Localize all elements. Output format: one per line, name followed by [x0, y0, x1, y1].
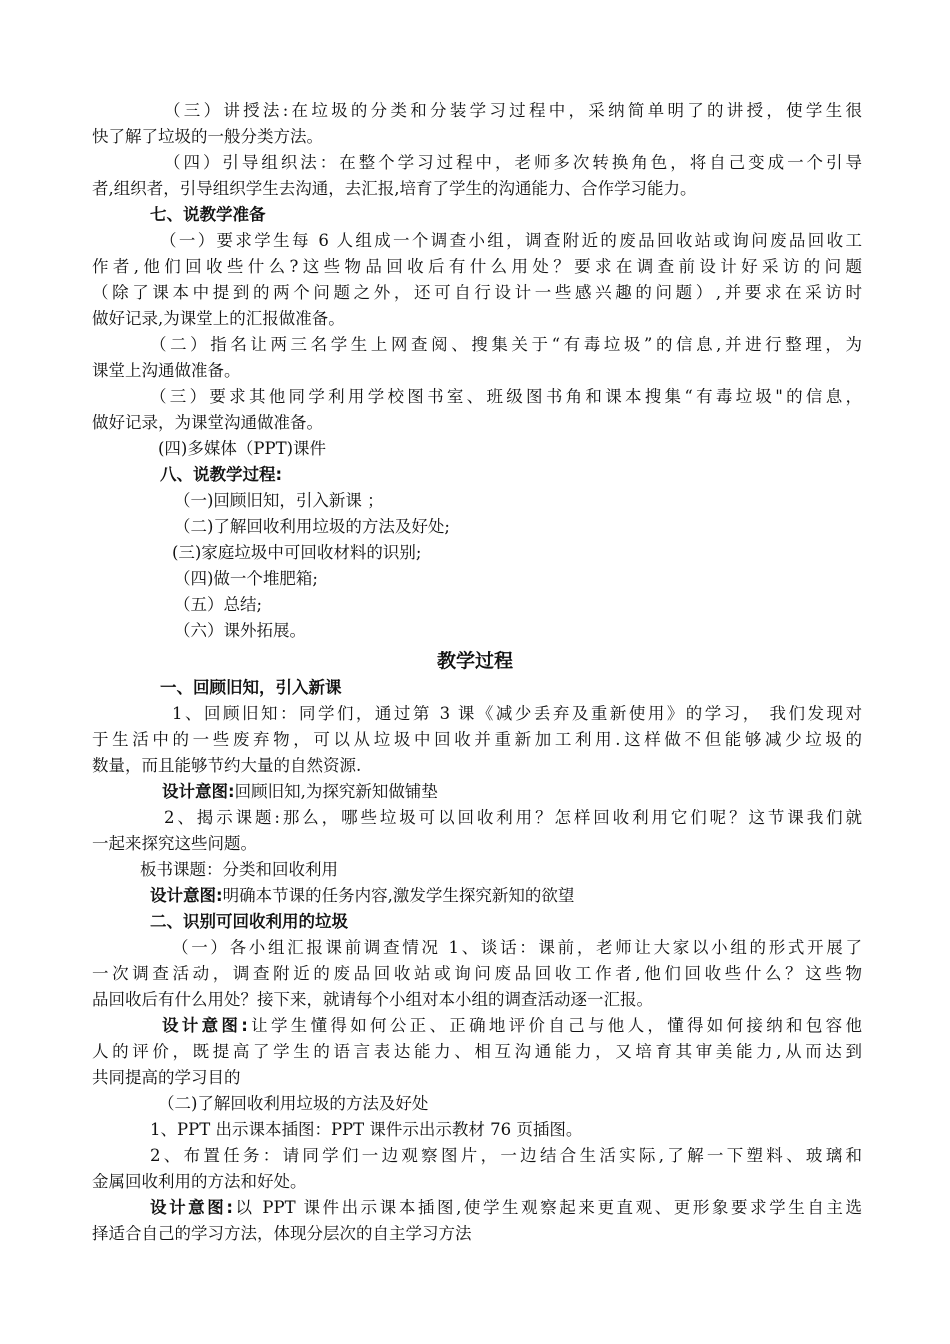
process-step-3: (三)家庭垃圾中可回收材料的识别; [172, 543, 422, 562]
design-intent-1 [162, 780, 932, 804]
paragraph-prep-2-cont: 课堂上沟通做准备。 [92, 361, 241, 380]
process-step-2: （二)了解回收利用垃圾的方法及好处; [174, 517, 450, 536]
paragraph-prep-3: （三）要求其他同学利用学校图书室、班级图书角和课本搜集“有毒垃圾"的信息， [150, 387, 862, 406]
design-intent-2 [150, 884, 920, 908]
paragraph-lecture-method: （三）讲授法:在垃圾的分类和分装学习过程中，采纳简单明了的讲授，使学生很 [164, 101, 862, 120]
paragraph-topic-cont: 一起来探究这些问题。 [92, 834, 257, 853]
paragraph-group-report-cont1: 一次调查活动，调查附近的废品回收站或询问废品回收工作者,他们回收些什么？这些物 [92, 964, 862, 983]
paragraph-prep-1-cont1: 作者,他们回收些什么?这些物品回收后有什么用处？要求在调查前设计好采访的问题 [92, 257, 862, 276]
design-intent-3-cont1: 人的评价，既提高了学生的语言表达能力、相互沟通能力，又培育其审美能力,从而达到 [92, 1042, 862, 1061]
paragraph-guide-method-cont: 者,组织者，引导组织学生去沟通，去汇报,培育了学生的沟通能力、合作学习能力。 [92, 179, 697, 198]
heading-teaching-preparation: 七、说教学准备 [150, 205, 266, 224]
subheading-recycle-methods: （二)了解回收利用垃圾的方法及好处 [158, 1094, 429, 1113]
design-intent-label: 设计意图: [162, 782, 235, 801]
design-intent-label: 设计意图: [162, 1016, 248, 1035]
section-title: 教学过程 [436, 650, 513, 672]
paragraph-prep-3-cont: 做好记录，为课堂沟通做准备。 [92, 413, 323, 432]
process-step-4: （四)做一个堆肥箱; [174, 569, 318, 588]
paragraph-lecture-method-cont: 快了解了垃圾的一般分类方法。 [92, 127, 323, 146]
design-intent-4-cont: 择适合自己的学习方法，体现分层次的自主学习方法 [92, 1224, 472, 1243]
process-step-5: （五）总结; [174, 595, 263, 614]
paragraph-review-1: 1、回顾旧知：同学们，通过第 3 课《减少丢弃及重新使用》的学习， 我们发现对 [172, 704, 862, 723]
heading-identify-recyclables: 二、识别可回收利用的垃圾 [150, 912, 348, 931]
paragraph-guide-method: （四）引导组织法：在整个学习过程中，老师多次转换角色，将自己变成一个引导 [164, 153, 862, 172]
paragraph-ppt-show: 1、PPT 出示课本插图：PPT 课件示出示教材 76 页插图。 [150, 1120, 583, 1139]
design-intent-text: 明确本节课的任务内容,激发学生探究新知的欲望 [222, 886, 575, 905]
design-intent-label: 设计意图: [150, 1198, 233, 1217]
design-intent-4 [150, 1196, 862, 1220]
paragraph-prep-1-cont2: （除了课本中提到的两个问题之外，还可自行设计一些感兴趣的问题）,并要求在采访时 [92, 283, 862, 302]
paragraph-prep-1: （一）要求学生每 6 人组成一个调查小组，调查附近的废品回收站或询问废品回收工 [160, 231, 862, 250]
paragraph-prep-1-cont3: 做好记录,为课堂上的汇报做准备。 [92, 309, 345, 328]
paragraph-review-1-cont2: 数量，而且能够节约大量的自然资源. [92, 756, 362, 775]
paragraph-board-title: 板书课题：分类和回收利用 [140, 860, 338, 879]
paragraph-topic: 2、揭示课题:那么，哪些垃圾可以回收利用？怎样回收利用它们呢？这节课我们就 [164, 808, 862, 827]
paragraph-review-1-cont1: 于生活中的一些废弃物，可以从垃圾中回收并重新加工利用.这样做不但能够减少垃圾的 [92, 730, 862, 749]
heading-teaching-process: 八、说教学过程: [160, 465, 283, 484]
design-intent-label: 设计意图: [150, 886, 223, 905]
design-intent-3 [162, 1014, 862, 1038]
paragraph-group-report: （一）各小组汇报课前调查情况 1、谈话：课前，老师让大家以小组的形式开展了 [172, 938, 862, 957]
paragraph-assign-task: 2、布置任务：请同学们一边观察图片，一边结合生活实际,了解一下塑料、玻璃和 [150, 1146, 862, 1165]
process-step-6: （六）课外拓展。 [174, 621, 306, 640]
design-intent-text: 以 PPT 课件出示课本插图,使学生观察起来更直观、更形象要求学生自主选 [232, 1198, 862, 1217]
paragraph-prep-4: (四)多媒体（PPT)课件 [158, 439, 327, 458]
paragraph-assign-task-cont: 金属回收利用的方法和好处。 [92, 1172, 307, 1191]
design-intent-3-cont2: 共同提高的学习目的 [92, 1068, 241, 1087]
paragraph-group-report-cont2: 品回收后有什么用处？接下来，就请每个小组对本小组的调查活动逐一汇报。 [92, 990, 653, 1009]
design-intent-text: 让学生懂得如何公正、正确地评价自己与他人，懂得如何接纳和包容他 [247, 1016, 862, 1035]
process-step-1: （一)回顾旧知，引入新课 ； [174, 491, 384, 510]
paragraph-prep-2: （二）指名让两三名学生上网查阅、搜集关于“有毒垃圾”的信息,并进行整理，为 [150, 335, 862, 354]
heading-review: 一、回顾旧知，引入新课 [160, 678, 342, 697]
design-intent-text: 回顾旧知,为探究新知做铺垫 [234, 782, 438, 801]
